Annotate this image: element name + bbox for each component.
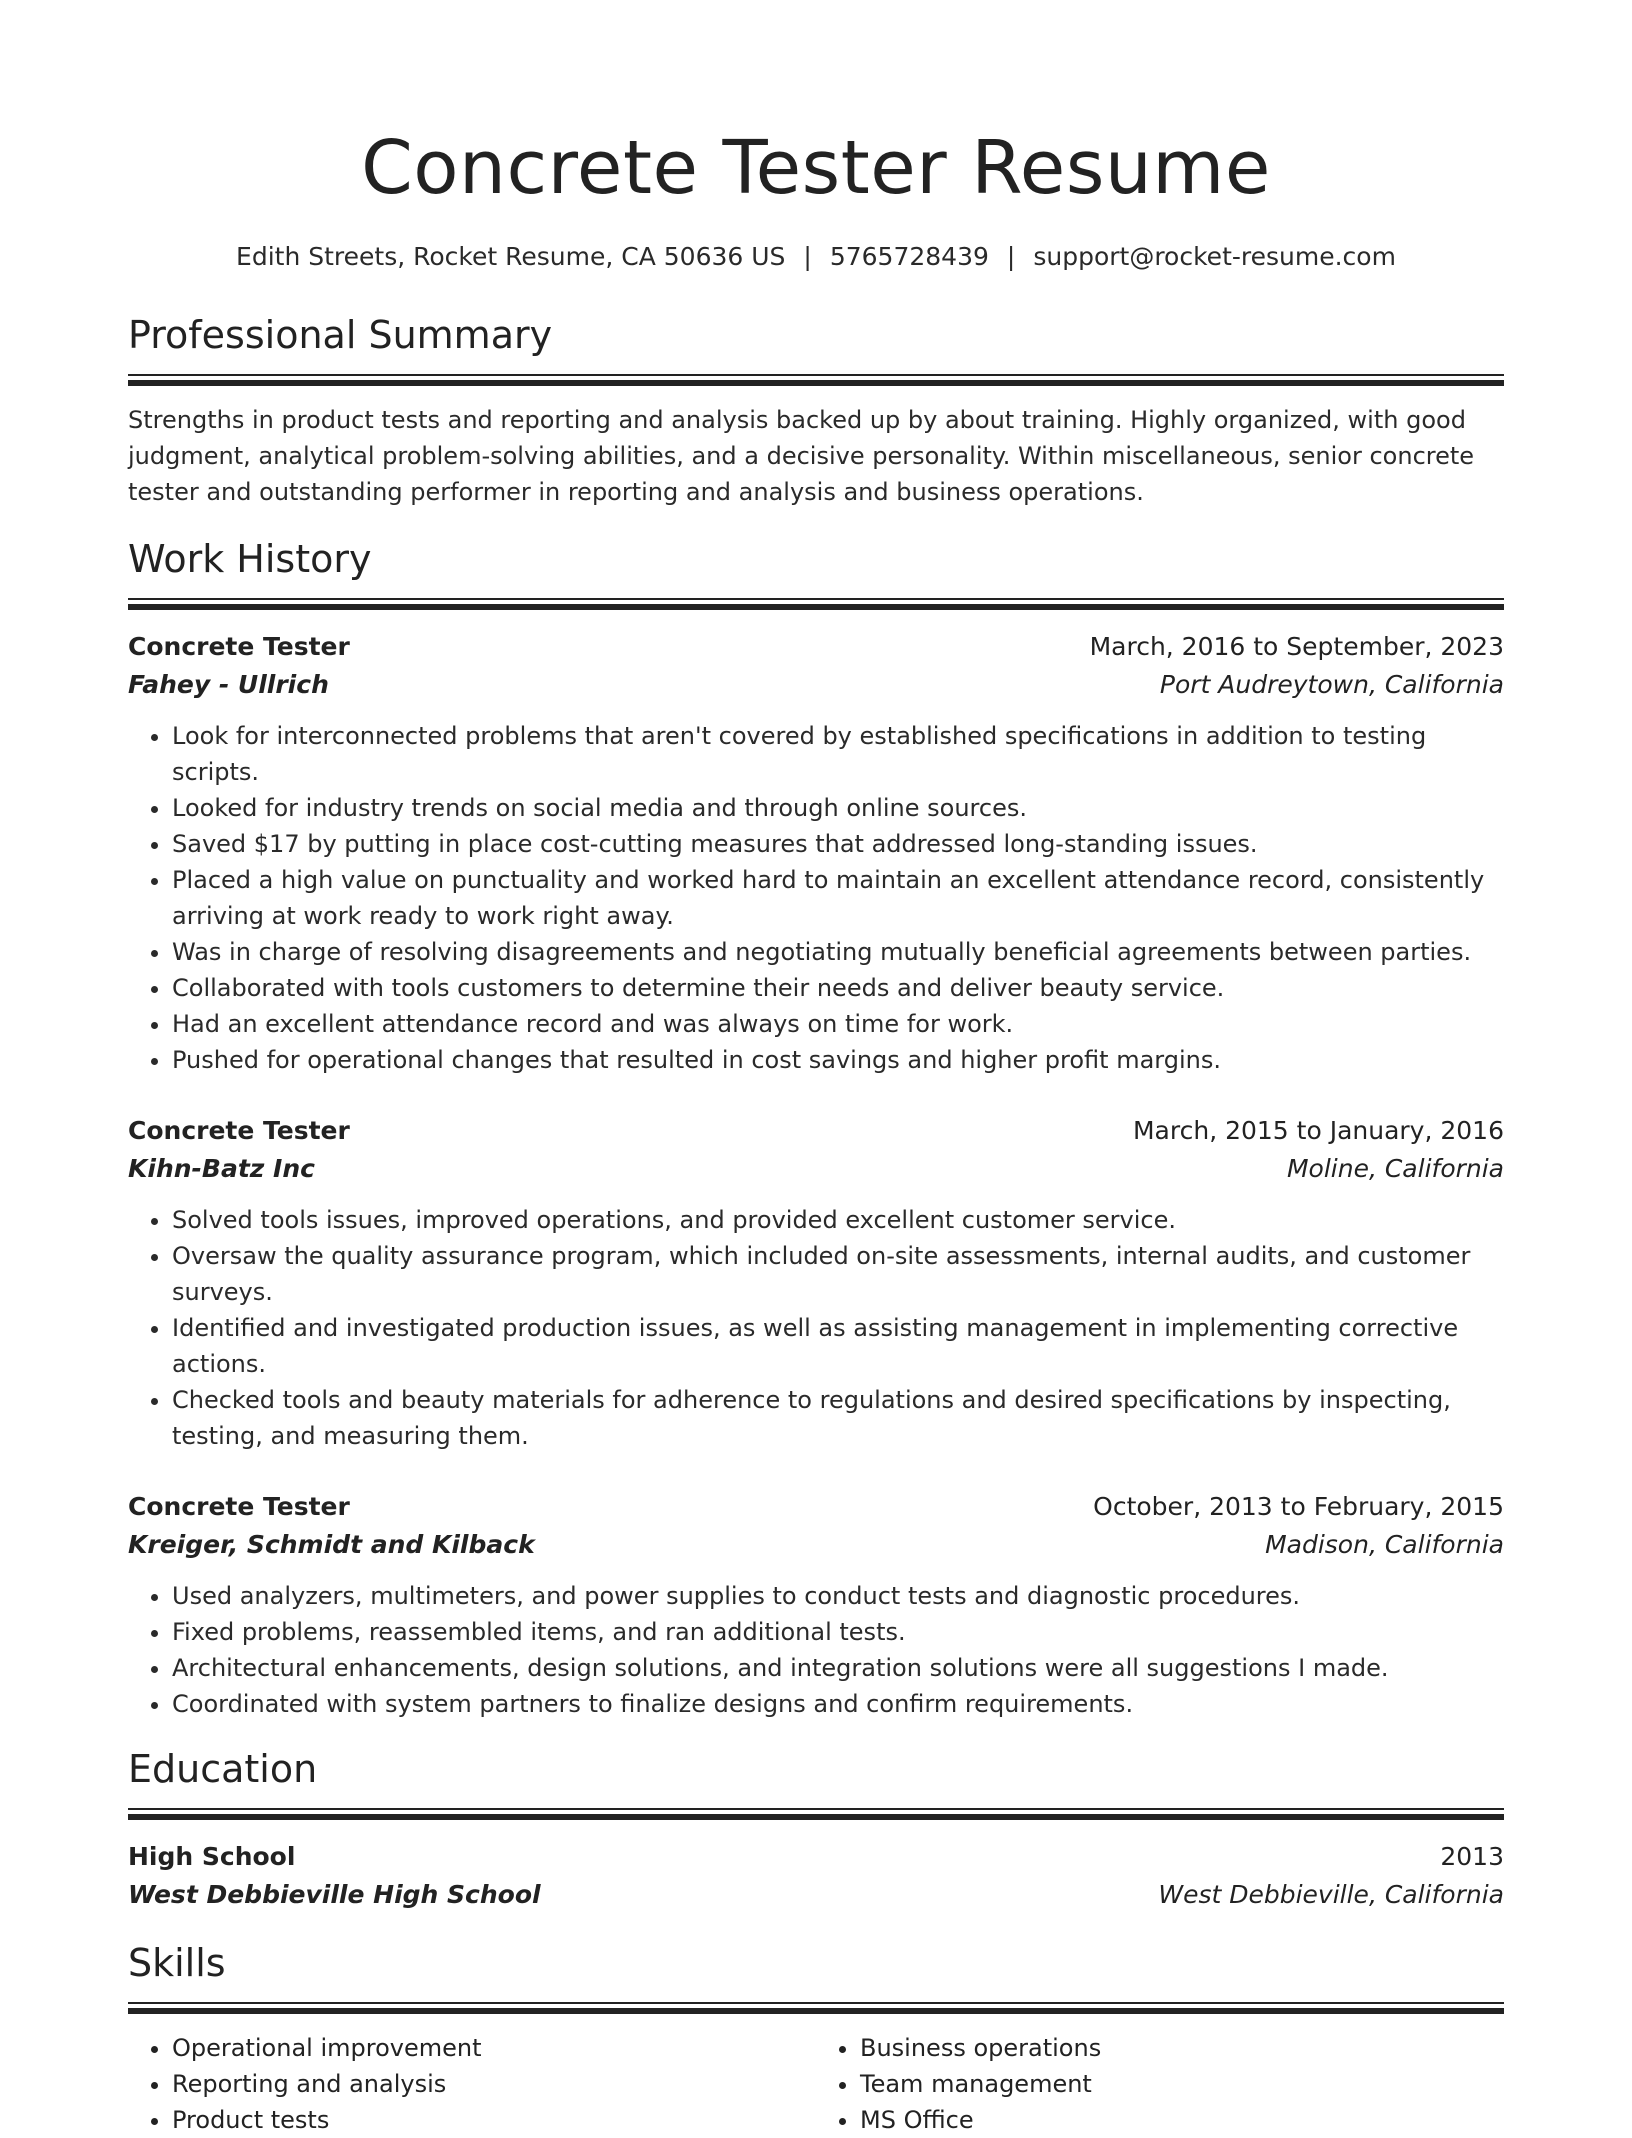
section-heading: Professional Summary [128, 313, 553, 357]
job-dates: March, 2016 to September, 2023 [1089, 632, 1504, 661]
skills-list [128, 2030, 1504, 2138]
job-company-row [128, 666, 1504, 704]
section-divider [128, 374, 1504, 386]
job-bullet: • Coordinated with system partners to finalize designs and confirm requirements. [172, 1686, 1504, 1722]
work-history-section [128, 534, 1504, 1722]
job-bullet: • Identified and investigated production issues, as well as assisting management in implementing corrective actions. [172, 1310, 1504, 1382]
job-bullet: • Looked for industry trends on social media and through online sources. [172, 790, 1504, 826]
job-entry [128, 628, 1504, 1078]
contact-separator: | [1006, 242, 1016, 271]
summary-text: Strengths in product tests and reporting and analysis backed up by about training. Highly organized, with good judgment, analytical problem-solving abilities, and a decisive personality. Within miscellaneous, senior concrete tester and outstanding performer in reporting and analysis and business operations. [128, 406, 1475, 506]
skill-item: • Business operations [860, 2030, 1504, 2066]
resume-title: Concrete Tester Resume [361, 125, 1271, 211]
education-degree: High School [128, 1842, 296, 1871]
job-location: Madison, California [1265, 1530, 1504, 1559]
skills-section [128, 1938, 1504, 2138]
job-company: Kreiger, Schmidt and Kilback [128, 1530, 535, 1559]
skills-column-right [816, 2030, 1504, 2138]
education-entry [128, 1838, 1504, 1914]
job-bullets [128, 1578, 1504, 1722]
job-bullet: • Placed a high value on punctuality and worked hard to maintain an excellent attendance record, consistently arriving at work ready to work right away. [172, 862, 1504, 934]
education-school-row [128, 1876, 1504, 1914]
job-entry [128, 1488, 1504, 1722]
contact-address: Edith Streets, Rocket Resume, CA 50636 US [236, 242, 786, 271]
job-company: Kihn-Batz Inc [128, 1154, 315, 1183]
section-heading: Work History [128, 537, 372, 581]
job-dates: October, 2013 to February, 2015 [1093, 1492, 1504, 1521]
job-dates: March, 2015 to January, 2016 [1132, 1116, 1504, 1145]
job-bullet: • Fixed problems, reassembled items, and ran additional tests. [172, 1614, 1504, 1650]
summary-section [128, 310, 1504, 510]
job-location: Moline, California [1286, 1154, 1504, 1183]
job-company-row [128, 1150, 1504, 1188]
job-header-row [128, 1112, 1504, 1150]
job-bullet: • Checked tools and beauty materials for adherence to regulations and desired specifications by inspecting, testing, and measuring them. [172, 1382, 1504, 1454]
skill-item: • Team management [860, 2066, 1504, 2102]
education-year: 2013 [1440, 1842, 1504, 1871]
education-section [128, 1744, 1504, 1914]
education-school: West Debbieville High School [128, 1880, 541, 1909]
contact-phone: 5765728439 [829, 242, 989, 271]
contact-email: support@rocket-resume.com [1033, 242, 1396, 271]
job-bullet: • Saved $17 by putting in place cost-cutting measures that addressed long-standing issues. [172, 826, 1504, 862]
section-divider [128, 2002, 1504, 2014]
job-title: Concrete Tester [128, 1492, 350, 1521]
job-bullet: • Used analyzers, multimeters, and power supplies to conduct tests and diagnostic procedures. [172, 1578, 1504, 1614]
section-heading: Education [128, 1747, 318, 1791]
job-bullet: • Look for interconnected problems that aren't covered by established specifications in addition to testing scripts. [172, 718, 1504, 790]
job-company: Fahey - Ullrich [128, 670, 329, 699]
job-header-row [128, 628, 1504, 666]
job-bullet: • Oversaw the quality assurance program, which included on-site assessments, internal audits, and customer surveys. [172, 1238, 1504, 1310]
job-bullet: • Solved tools issues, improved operations, and provided excellent customer service. [172, 1202, 1504, 1238]
skill-item: • Operational improvement [172, 2030, 816, 2066]
skill-item: • MS Office [860, 2102, 1504, 2138]
job-bullets [128, 1202, 1504, 1454]
job-bullet: • Had an excellent attendance record and was always on time for work. [172, 1006, 1504, 1042]
job-entry [128, 1112, 1504, 1454]
contact-line [128, 240, 1504, 274]
section-heading: Skills [128, 1941, 226, 1985]
job-bullet: • Was in charge of resolving disagreements and negotiating mutually beneficial agreements between parties. [172, 934, 1504, 970]
skill-item: • Reporting and analysis [172, 2066, 816, 2102]
job-bullet: • Architectural enhancements, design solutions, and integration solutions were all suggestions I made. [172, 1650, 1504, 1686]
job-bullets [128, 718, 1504, 1078]
skill-item: • Product tests [172, 2102, 816, 2138]
contact-separator: | [803, 242, 812, 271]
education-header-row [128, 1838, 1504, 1876]
job-title: Concrete Tester [128, 632, 350, 661]
education-location: West Debbieville, California [1158, 1880, 1504, 1909]
job-header-row [128, 1488, 1504, 1526]
job-company-row [128, 1526, 1504, 1564]
skills-column-left [128, 2030, 816, 2138]
section-divider [128, 598, 1504, 610]
job-bullet: • Pushed for operational changes that resulted in cost savings and higher profit margins. [172, 1042, 1504, 1078]
job-title: Concrete Tester [128, 1116, 350, 1145]
job-location: Port Audreytown, California [1159, 670, 1504, 699]
section-divider [128, 1808, 1504, 1820]
job-bullet: • Collaborated with tools customers to determine their needs and deliver beauty service. [172, 970, 1504, 1006]
